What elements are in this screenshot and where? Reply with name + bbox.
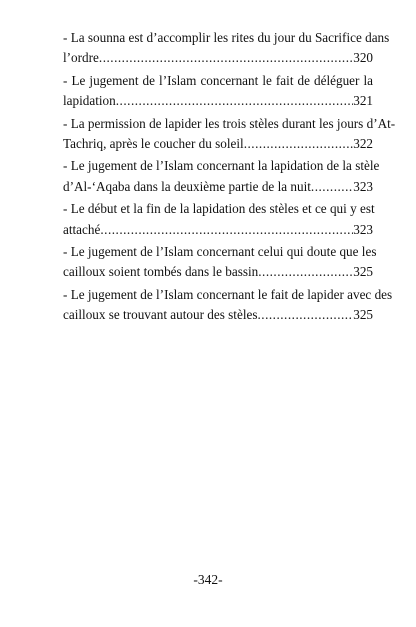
- toc-page-number: 322: [353, 135, 373, 151]
- toc-entry-text-end: cailloux soient tombés dans le bassin: [63, 264, 259, 280]
- toc-entry: [63, 28, 390, 69]
- toc-entry-last-line: [63, 91, 373, 111]
- toc-entry: [63, 242, 377, 283]
- dot-leader: [257, 305, 353, 325]
- toc-entry-text: - La permission de lapider les trois stèles durant les jours d’At-: [63, 115, 396, 131]
- page-number: -342-: [193, 572, 223, 587]
- toc-entry: [63, 71, 373, 112]
- toc-entry-text-end: Tachriq, après le coucher du soleil: [63, 135, 244, 151]
- dot-leader: [311, 177, 353, 197]
- toc-page-number: 325: [353, 264, 373, 280]
- toc-entry-text-end: cailloux se trouvant autour des stèles: [63, 307, 258, 323]
- toc-page-number: 320: [353, 50, 373, 66]
- dot-leader: [99, 48, 353, 68]
- toc-entry-last-line: [63, 134, 373, 154]
- toc-page-number: 325: [353, 307, 373, 323]
- dot-leader: [100, 220, 353, 240]
- toc-entry-text-end: l’ordre: [63, 50, 99, 66]
- toc-entry-last-line: [63, 220, 373, 240]
- toc-page-number: 321: [353, 93, 373, 109]
- toc-entry: [63, 156, 380, 197]
- toc-entry-text: - Le jugement de l’Islam concernant le fait de lapider avec des: [63, 286, 393, 302]
- toc-entry-text: - Le jugement de l’Islam concernant la lapidation de la stèle: [63, 158, 380, 174]
- table-of-contents: [63, 28, 396, 327]
- toc-entry-text-end: d’Al-‘Aqaba dans la deuxième partie de la nuit: [63, 178, 311, 194]
- toc-entry: [63, 285, 393, 326]
- toc-page-number: 323: [353, 221, 373, 237]
- toc-entry: [63, 114, 396, 155]
- toc-page-number: 323: [353, 178, 373, 194]
- toc-entry-text: - Le début et la fin de la lapidation des stèles et ce qui y est: [63, 201, 375, 217]
- toc-entry-text: - Le jugement de l’Islam concernant le fait de déléguer la: [63, 72, 373, 88]
- toc-entry-text: - La sounna est d’accomplir les rites du jour du Sacrifice dans: [63, 30, 390, 45]
- toc-entry-last-line: [63, 262, 373, 282]
- dot-leader: [116, 91, 353, 111]
- toc-entry-last-line: [63, 305, 373, 325]
- toc-entry-last-line: [63, 48, 373, 68]
- toc-entry-text-end: attaché: [63, 221, 101, 237]
- toc-entry-last-line: [63, 177, 373, 197]
- toc-entry: [63, 199, 373, 240]
- dot-leader: [258, 262, 353, 282]
- toc-entry-text: - Le jugement de l’Islam concernant celui qui doute que les: [63, 243, 377, 259]
- dot-leader: [244, 134, 354, 154]
- toc-entry-text-end: lapidation: [63, 93, 116, 109]
